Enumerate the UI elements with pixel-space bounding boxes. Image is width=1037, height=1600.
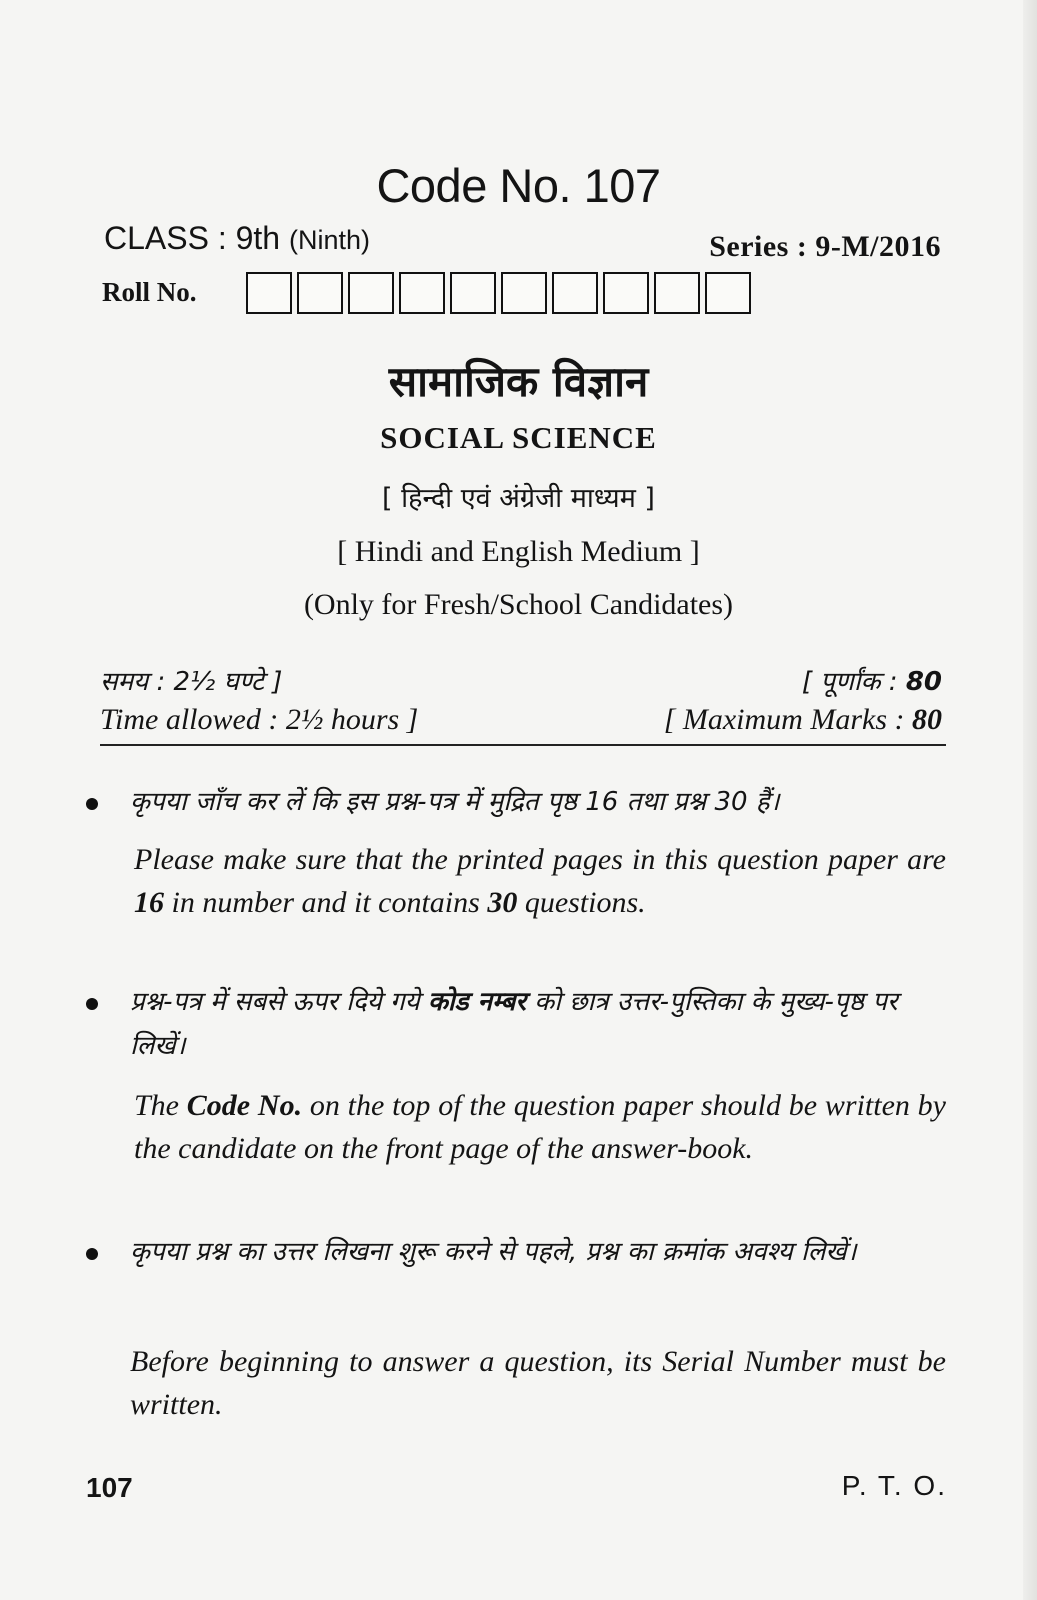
max-marks-english-value: 80 (912, 703, 942, 736)
instruction-1-hindi: कृपया जाँच कर लें कि इस प्रश्न-पत्र में मुद्रित पृष्ठ 16 तथा प्रश्न 30 हैं। (130, 787, 780, 817)
time-allowed-hindi: समय : 2½ घण्टे ] (100, 667, 283, 697)
subject-title-english: SOCIAL SCIENCE (380, 420, 657, 455)
series-label: Series : 9-M/2016 (709, 230, 941, 263)
roll-number-label: Roll No. (102, 277, 197, 307)
roll-number-box[interactable] (654, 272, 700, 314)
instruction-3-hindi: कृपया प्रश्न का उत्तर लिखना शुरू करने से पहले, प्रश्न का क्रमांक अवश्य लिखें। (130, 1237, 857, 1267)
subject-title-hindi: सामाजिक विज्ञान (388, 357, 649, 406)
instruction-1-text-a: Please make sure that the printed pages in this question paper are (134, 843, 946, 876)
class-value: CLASS : 9th (104, 220, 281, 256)
roll-number-box[interactable] (501, 272, 547, 314)
medium-english: [ Hindi and English Medium ] (337, 535, 700, 568)
roll-number-box[interactable] (450, 272, 496, 314)
roll-number-box[interactable] (348, 272, 394, 314)
time-marks-english (100, 703, 942, 737)
instruction-2-code-no: Code No. (186, 1089, 303, 1122)
class-label (104, 220, 370, 257)
candidates-note: (Only for Fresh/School Candidates) (303, 588, 734, 621)
bullet-icon (86, 1248, 98, 1260)
instruction-1 (86, 780, 946, 970)
instruction-2 (86, 980, 946, 1220)
instruction-1-questions: 30 (487, 886, 518, 919)
instruction-3 (86, 1230, 946, 1430)
footer-pto: P. T. O. (841, 1470, 947, 1501)
max-marks-hindi (802, 662, 942, 698)
instruction-2-text-a: The (134, 1089, 187, 1122)
instruction-1-text-c: questions. (517, 886, 646, 919)
roll-number-box[interactable] (399, 272, 445, 314)
max-marks-hindi-value: 80 (905, 667, 942, 697)
time-marks-hindi (100, 662, 942, 698)
bullet-icon (86, 798, 98, 810)
roll-number-box[interactable] (297, 272, 343, 314)
instruction-2-hindi-a: प्रश्न-पत्र में सबसे ऊपर दिये गये (130, 987, 428, 1017)
instruction-2-hindi-b: को छात्र उत्तर-पुस्तिका के मुख्य-पृष्ठ पर लिखें। (130, 987, 898, 1061)
instruction-2-text-b: on the top of the question paper should be written by the candidate on the front page of the answer-book. (134, 1089, 946, 1165)
medium-hindi: [ हिन्दी एवं अंग्रेजी माध्यम ] (382, 483, 655, 514)
bullet-icon (86, 998, 98, 1010)
roll-number-box[interactable] (603, 272, 649, 314)
footer-code: 107 (86, 1472, 133, 1503)
instruction-1-pages: 16 (134, 886, 164, 919)
class-word: (Ninth) (288, 225, 370, 255)
instruction-3-english: Before beginning to answer a question, its Serial Number must be written. (130, 1345, 946, 1421)
instruction-2-hindi (130, 980, 946, 1068)
roll-number-box[interactable] (705, 272, 751, 314)
max-marks-english-label: [ Maximum Marks : (663, 703, 912, 736)
instruction-1-text-b: in number and it contains (164, 886, 488, 919)
instruction-1-english (134, 838, 946, 924)
roll-number-boxes (246, 272, 756, 314)
instruction-2-hindi-bold: कोड नम्बर (427, 987, 526, 1017)
divider-rule (100, 744, 946, 746)
roll-number-box[interactable] (552, 272, 598, 314)
max-marks-english (664, 703, 942, 737)
time-allowed-english: Time allowed : 2½ hours ] (100, 703, 419, 736)
page-edge-shadow (1023, 0, 1037, 1600)
max-marks-hindi-label: [ पूर्णांक : (801, 667, 906, 697)
code-number-title: Code No. 107 (376, 159, 661, 212)
instruction-2-english (134, 1084, 946, 1170)
roll-number-box[interactable] (246, 272, 292, 314)
